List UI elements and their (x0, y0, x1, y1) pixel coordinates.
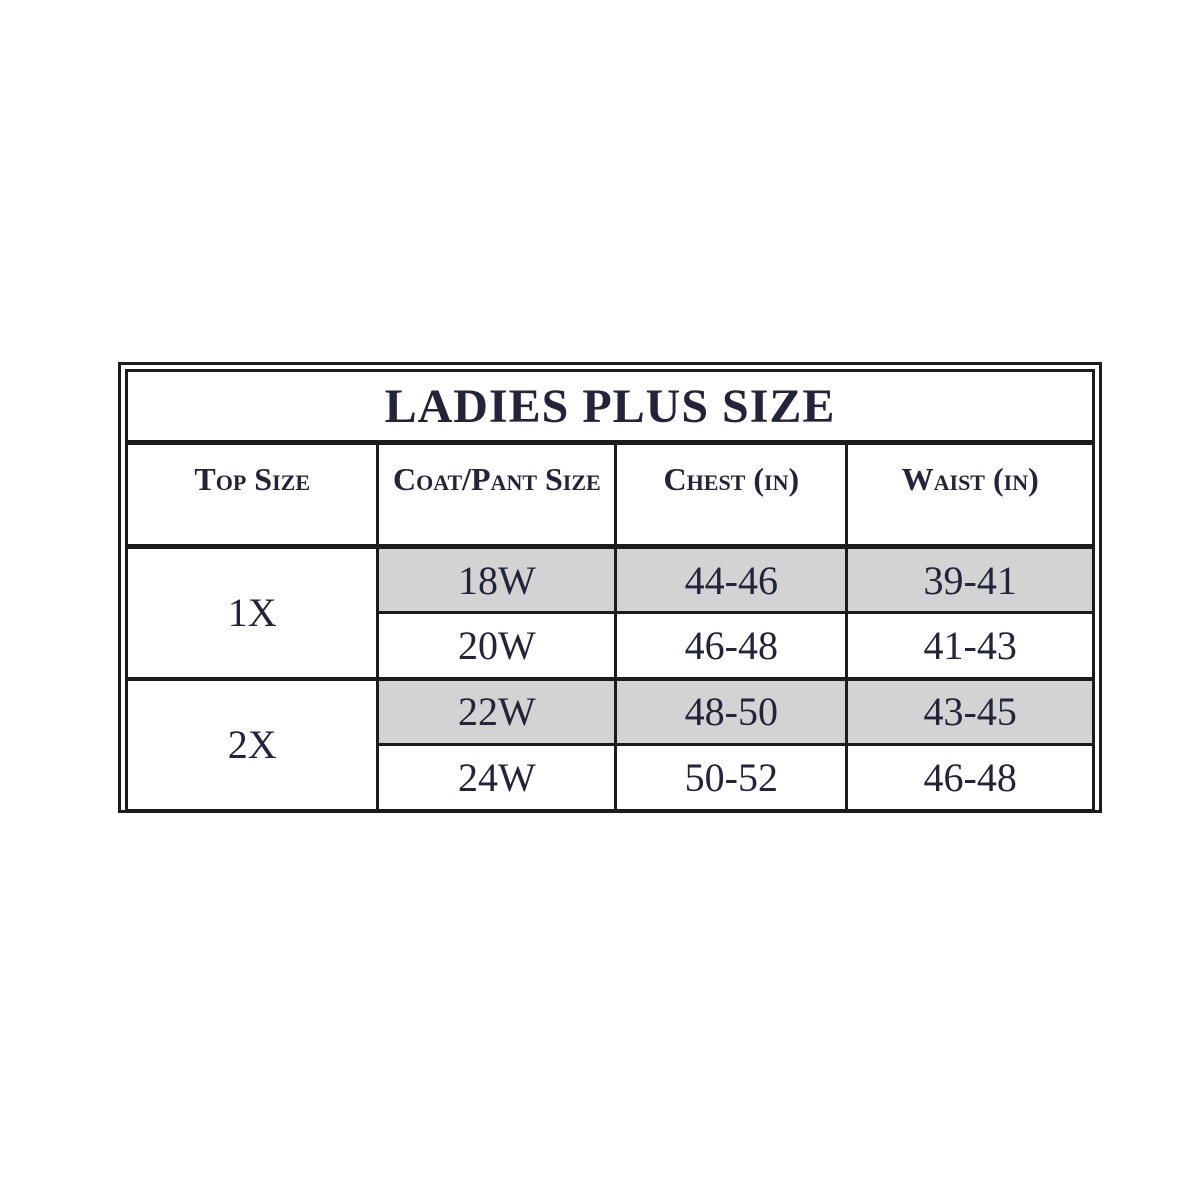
cell-chest: 46-48 (616, 613, 847, 679)
cell-waist: 46-48 (847, 745, 1094, 811)
table-title: LADIES PLUS SIZE (127, 371, 1094, 443)
col-header-coat-pant-size: Coat/Pant Size (378, 443, 616, 547)
col-header-top-size: Top Size (127, 443, 378, 547)
size-chart-table (125, 369, 1095, 812)
cell-waist: 39-41 (847, 547, 1094, 613)
cell-waist: 41-43 (847, 613, 1094, 679)
cell-coat-pant-size: 24W (378, 745, 616, 811)
cell-top-size-1x: 1X (127, 547, 378, 679)
cell-waist: 43-45 (847, 679, 1094, 745)
table-title-row (127, 371, 1094, 443)
table-row-18w (127, 547, 1094, 613)
table-row-22w (127, 679, 1094, 745)
cell-coat-pant-size: 20W (378, 613, 616, 679)
cell-chest: 44-46 (616, 547, 847, 613)
cell-chest: 50-52 (616, 745, 847, 811)
col-header-chest: Chest (in) (616, 443, 847, 547)
cell-top-size-2x: 2X (127, 679, 378, 811)
size-chart-frame (118, 362, 1102, 813)
cell-chest: 48-50 (616, 679, 847, 745)
col-header-waist: Waist (in) (847, 443, 1094, 547)
cell-coat-pant-size: 22W (378, 679, 616, 745)
cell-coat-pant-size: 18W (378, 547, 616, 613)
table-header-row (127, 443, 1094, 547)
